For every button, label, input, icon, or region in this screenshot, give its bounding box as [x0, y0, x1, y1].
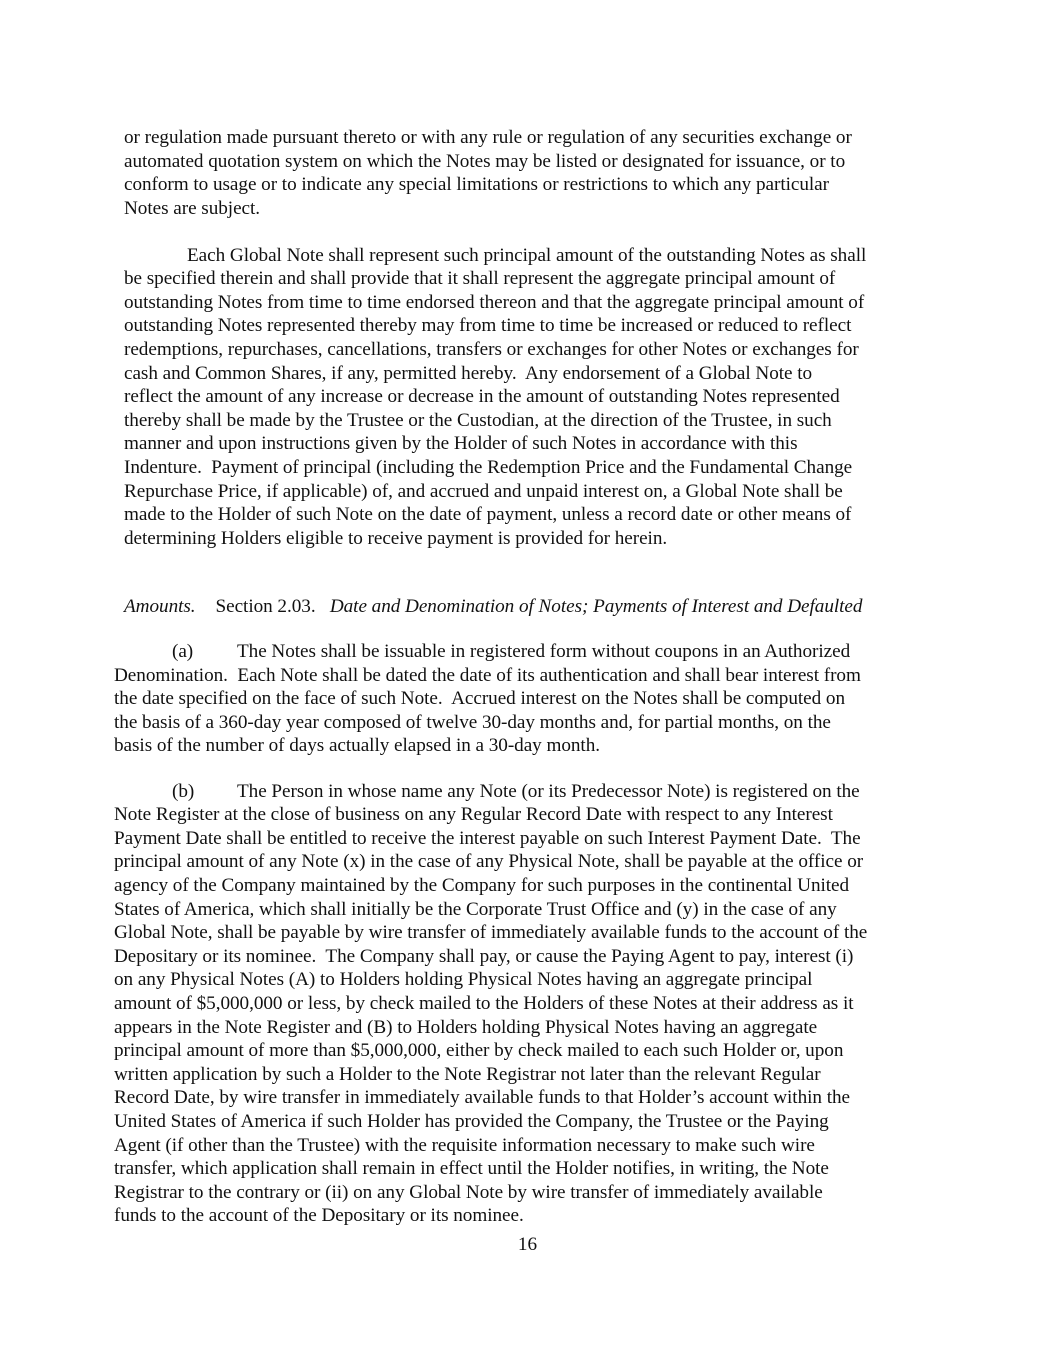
text-line: Denomination. Each Note shall be dated the date of its authentication and shall bear interest from: [114, 664, 861, 686]
text-line: written application by such a Holder to the Note Registrar not later than the relevant Regular: [114, 1063, 821, 1085]
section-title-continuation: Amounts.: [124, 596, 196, 618]
section-heading-line: [187, 572, 862, 643]
text-line: Payment Date shall be entitled to receive the interest payable on such Interest Payment Date. The: [114, 827, 861, 849]
text-line: be specified therein and shall provide that it shall represent the aggregate principal amount of: [124, 268, 836, 290]
text-line: reflect the amount of any increase or decrease in the amount of outstanding Notes represented: [124, 386, 840, 408]
text-line: Note Register at the close of business on any Regular Record Date with respect to any Interest: [114, 804, 833, 826]
text-line: automated quotation system on which the Notes may be listed or designated for issuance, or to: [124, 150, 846, 172]
section-title: Date and Denomination of Notes; Payments of Interest and Defaulted: [329, 596, 863, 618]
page-number: 16: [517, 1234, 538, 1255]
text-line: redemptions, repurchases, cancellations, transfers or exchanges for other Notes or exchanges for: [124, 338, 859, 360]
text-line: Depositary or its nominee. The Company shall pay, or cause the Paying Agent to pay, interest (i): [114, 945, 854, 967]
section-number: Section 2.03.: [215, 596, 316, 618]
text-line: principal amount of any Note (x) in the case of any Physical Note, shall be payable at the office or: [114, 851, 864, 873]
text-line: United States of America if such Holder has provided the Company, the Trustee or the Paying: [114, 1110, 829, 1132]
text-line: The Notes shall be issuable in registered form without coupons in an Authorized: [237, 641, 851, 662]
text-line: Registrar to the contrary or (ii) on any Global Note by wire transfer of immediately available: [114, 1181, 823, 1203]
text-line: appears in the Note Register and (B) to Holders holding Physical Notes having an aggregate: [114, 1016, 818, 1038]
text-line: manner and upon instructions given by the Holder of such Notes in accordance with this: [124, 433, 798, 455]
text-line: conform to usage or to indicate any special limitations or restrictions to which any particular: [124, 174, 829, 196]
text-line: outstanding Notes from time to time endorsed thereon and that the aggregate principal amount of: [124, 291, 865, 313]
text-line: basis of the number of days actually elapsed in a 30-day month.: [114, 735, 601, 757]
text-line: transfer, which application shall remain in effect until the Holder notifies, in writing, the Note: [114, 1158, 829, 1180]
text-line: agency of the Company maintained by the Company for such purposes in the continental United: [114, 874, 850, 896]
text-line: Record Date, by wire transfer in immediately available funds to that Holder’s account within the: [114, 1087, 850, 1109]
text-line: Repurchase Price, if applicable) of, and accrued and unpaid interest on, a Global Note shall be: [124, 480, 843, 502]
text-line: Notes are subject.: [124, 197, 261, 219]
text-line: cash and Common Shares, if any, permitted hereby. Any endorsement of a Global Note to: [124, 362, 813, 384]
text-line: determining Holders eligible to receive payment is provided for herein.: [124, 527, 668, 549]
text-line: The Person in whose name any Note (or its Predecessor Note) is registered on the: [237, 780, 860, 802]
text-line: the date specified on the face of such Note. Accrued interest on the Notes shall be computed on: [114, 688, 846, 710]
text-line: Indenture. Payment of principal (including the Redemption Price and the Fundamental Change: [124, 456, 853, 478]
text-line: Agent (if other than the Trustee) with the requisite information necessary to make such wire: [114, 1134, 815, 1156]
text-line: thereby shall be made by the Trustee or the Custodian, at the direction of the Trustee, in such: [124, 409, 832, 431]
text-line: or regulation made pursuant thereto or with any rule or regulation of any securities exchange or: [124, 127, 852, 148]
text-line: outstanding Notes represented thereby may from time to time be increased or reduced to reflect: [124, 315, 852, 337]
text-line: principal amount of more than $5,000,000, either by check mailed to each such Holder or, upon: [114, 1040, 844, 1062]
text-line: Each Global Note shall represent such principal amount of the outstanding Notes as shall: [187, 244, 867, 266]
clause-label: (b): [172, 780, 195, 802]
text-line: made to the Holder of such Note on the date of payment, unless a record date or other means of: [124, 504, 852, 526]
text-line: amount of $5,000,000 or less, by check mailed to the Holders of these Notes at their address as it: [114, 992, 854, 1014]
text-line: Global Note, shall be payable by wire transfer of immediately available funds to the account of the: [114, 922, 868, 944]
text-line: on any Physical Notes (A) to Holders holding Physical Notes having an aggregate principal: [114, 969, 813, 991]
text-line: funds to the account of the Depositary or its nominee.: [114, 1205, 524, 1227]
text-line: the basis of a 360-day year composed of twelve 30-day months and, for partial months, on the: [114, 711, 831, 733]
clause-label: (a): [172, 641, 194, 662]
text-line: States of America, which shall initially be the Corporate Trust Office and (y) in the case of any: [114, 898, 837, 920]
